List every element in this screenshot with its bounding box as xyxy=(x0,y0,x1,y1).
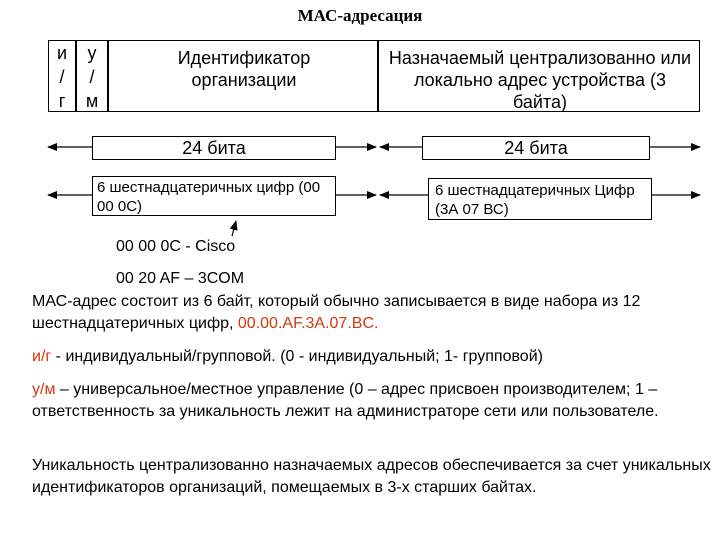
bit-ul-top: у xyxy=(87,43,97,63)
mac-example: 00.00.AF.3A.07.BC. xyxy=(237,315,379,332)
hex-left-box: 6 шестнадцатеричных цифр (00 00 0С) xyxy=(92,176,336,216)
org-id-label: Идентификатор организации xyxy=(177,48,311,90)
bit-ig-mid: / xyxy=(59,67,65,87)
bits-left-box: 24 бита xyxy=(92,136,336,160)
bits-right-box: 24 бита xyxy=(422,136,650,160)
example-3com: 00 20 AF – 3COM xyxy=(116,270,245,287)
bit-ig-top: и xyxy=(56,43,68,63)
mac-description-text: МАС-адрес состоит из 6 байт, который обычно записывается в виде набора из 12 шестнадцатеричных цифр, xyxy=(32,293,641,332)
uniqueness-description: Уникальность централизованно назначаемых адресов обеспечивается за счет уникальных идентификаторов организаций, помещаемых в 3-х старших байтах. xyxy=(32,457,711,496)
ig-description xyxy=(32,346,712,368)
ul-term: у/м xyxy=(32,381,56,398)
page-title: МАС-адресация xyxy=(297,6,423,25)
ul-text: – универсальное/местное управление (0 – адрес присвоен производителем; 1 – ответственность за уникальность лежит на администраторе сети или пользователе. xyxy=(32,381,659,420)
device-addr-label: Назначаемый централизованно или локально адрес устройства (3 байта) xyxy=(388,48,692,112)
bit-ig-bottom: г xyxy=(58,91,66,111)
example-pointer-arrow xyxy=(232,221,236,236)
bit-ul-mid: / xyxy=(89,67,95,87)
hex-right-box: 6 шестнадцатеричных Цифр (3А 07 ВС) xyxy=(428,178,652,220)
mac-description xyxy=(32,291,712,335)
ul-description xyxy=(32,379,712,423)
ig-term: и/г xyxy=(32,348,52,365)
ig-text: - индивидуальный/групповой. (0 - индивидуальный; 1- групповой) xyxy=(51,348,543,365)
bit-ul-bottom: м xyxy=(85,91,99,111)
example-cisco: 00 00 0С - Cisco xyxy=(116,238,236,255)
